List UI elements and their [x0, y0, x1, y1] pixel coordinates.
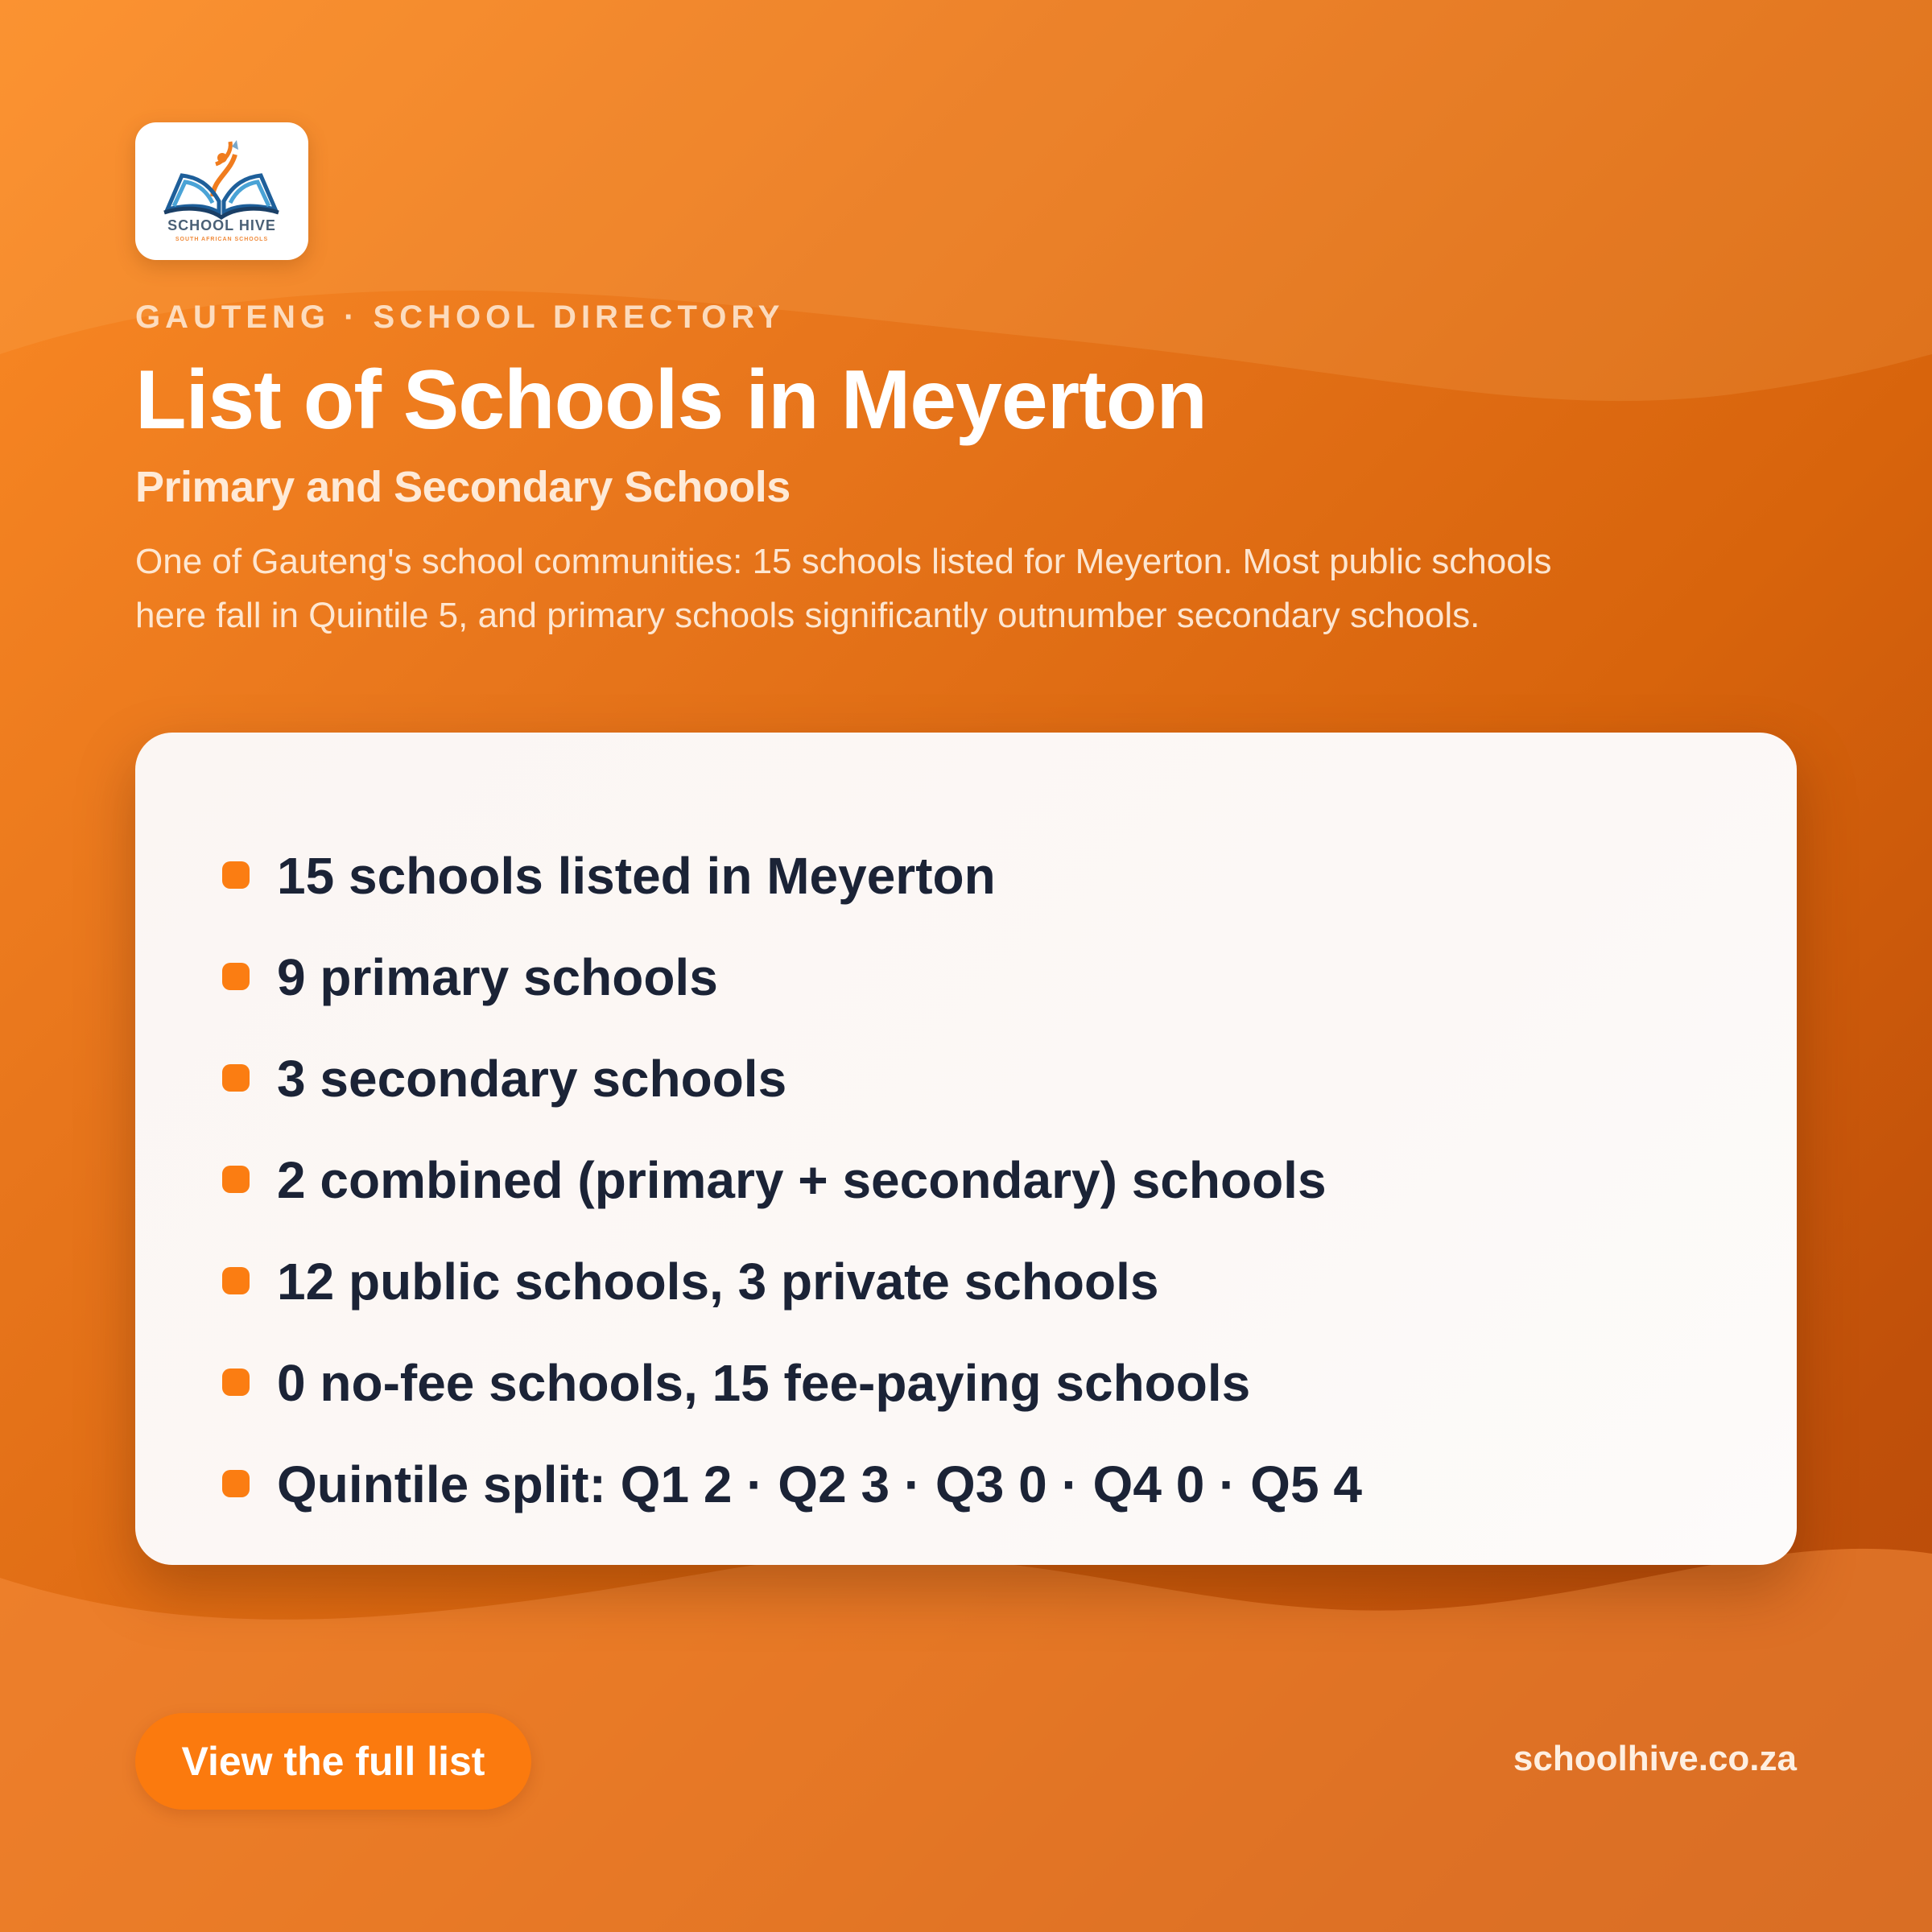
bullet-icon [222, 1368, 250, 1396]
stat-item [135, 945, 1745, 1009]
stats-card [135, 733, 1797, 1565]
school-hive-logo [135, 122, 308, 260]
stat-item [135, 1249, 1745, 1314]
stat-item [135, 1452, 1745, 1517]
stat-item [135, 1351, 1745, 1415]
stat-text: 15 schools listed in Meyerton [277, 847, 996, 905]
site-url-link[interactable]: schoolhive.co.za [1513, 1739, 1797, 1778]
bullet-icon [222, 963, 250, 990]
bullet-icon [222, 1267, 250, 1294]
page-subtitle: Primary and Secondary Schools [135, 463, 791, 511]
stat-text: 3 secondary schools [277, 1050, 787, 1108]
stat-text: 2 combined (primary + secondary) schools [277, 1151, 1327, 1209]
view-full-list-button[interactable]: View the full list [135, 1713, 531, 1810]
stat-item [135, 1148, 1745, 1212]
bullet-icon [222, 861, 250, 889]
stat-text: 9 primary schools [277, 948, 718, 1006]
stat-text: Quintile split: Q1 2 · Q2 3 · Q3 0 · Q4 0 · Q5 4 [277, 1455, 1362, 1513]
logo-wordmark: SCHOOL HIVE [167, 217, 276, 233]
page-title: List of Schools in Meyerton [135, 353, 1207, 447]
bullet-icon [222, 1064, 250, 1092]
stat-item [135, 1046, 1745, 1111]
logo-tagline: SOUTH AFRICAN SCHOOLS [175, 237, 269, 242]
stat-text: 12 public schools, 3 private schools [277, 1253, 1159, 1311]
stat-text: 0 no-fee schools, 15 fee-paying schools [277, 1354, 1251, 1412]
eyebrow-label: GAUTENG · SCHOOL DIRECTORY [135, 299, 785, 335]
bullet-icon [222, 1166, 250, 1193]
stat-item [135, 844, 1745, 908]
page-description: One of Gauteng's school communities: 15 schools listed for Meyerton. Most public schools here fall in Quintile 5, and primary schools significantly outnumber secondary schools. [135, 542, 1552, 635]
bullet-icon [222, 1470, 250, 1497]
